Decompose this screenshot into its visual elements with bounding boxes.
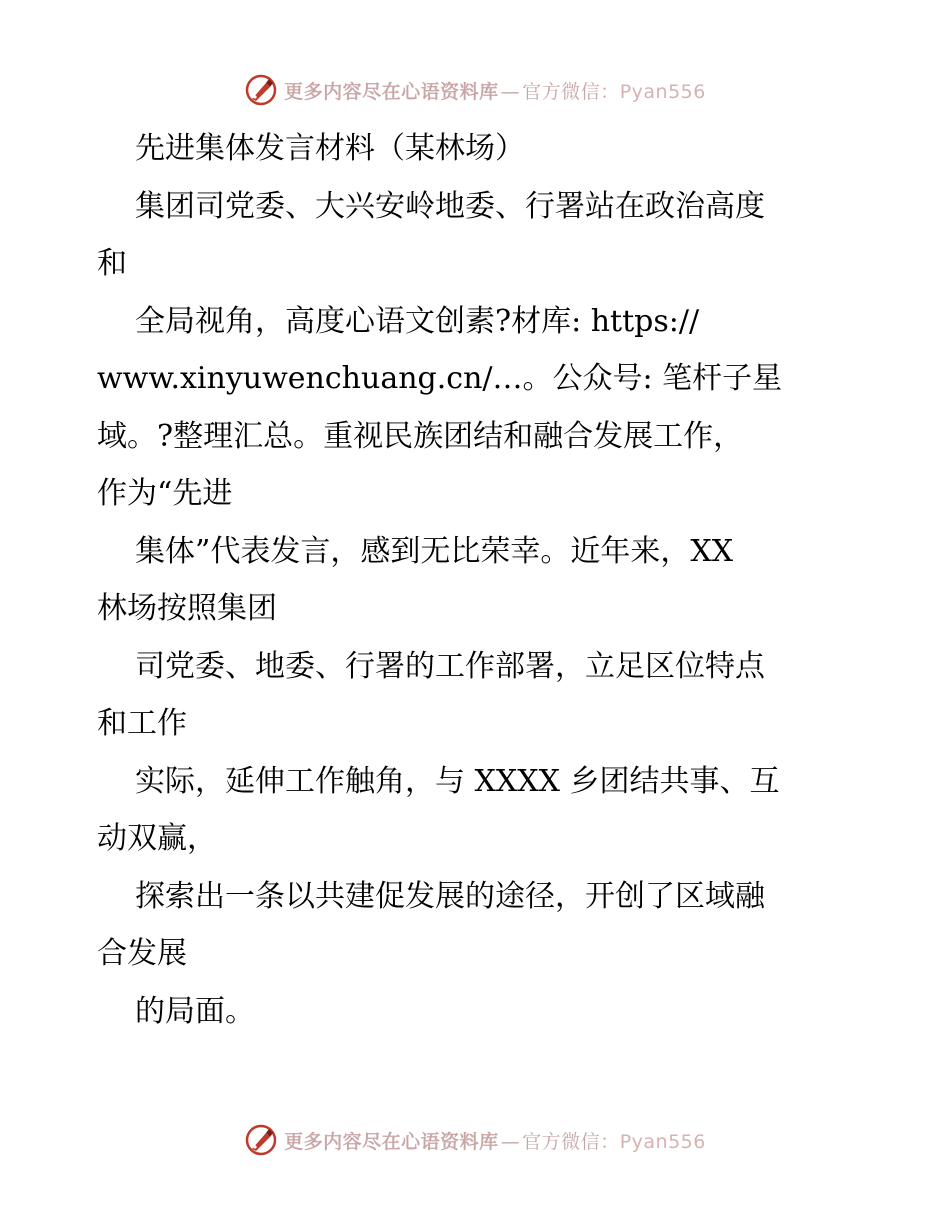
pen-logo-icon — [244, 73, 278, 107]
watermark-separator: — — [500, 1130, 521, 1153]
watermark-group — [244, 73, 706, 107]
document-line: 集体”代表发言，感到无比荣幸。近年来，XX — [135, 533, 734, 569]
document-line: 探索出一条以共建促发展的途径，开创了区域融 — [135, 878, 765, 914]
watermark-site-name: 更多内容尽在心语资料库 — [284, 80, 499, 103]
watermark-brand: Pyan556 — [619, 1130, 706, 1153]
document-line: 动双赢， — [97, 821, 217, 856]
pen-logo-icon — [244, 1123, 278, 1157]
watermark-brand: Pyan556 — [619, 80, 706, 103]
document-line: 域。?整理汇总。重视民族团结和融合发展工作， — [97, 418, 744, 454]
document-line: 林场按照集团 — [97, 591, 277, 626]
watermark-separator: — — [500, 80, 521, 103]
document-line: 司党委、地委、行署的工作部署，立足区位特点 — [135, 648, 765, 684]
document-line: 全局视角，高度心语文创素?材库: https:// — [135, 303, 700, 339]
document-line: 作为“先进 — [97, 476, 233, 511]
watermark-text — [284, 77, 706, 104]
watermark-wechat-label: 官方微信： — [522, 1130, 620, 1153]
document-line: 和 — [97, 246, 127, 281]
document-line: 集团司党委、大兴安岭地委、行署站在政治高度 — [135, 188, 765, 224]
header-watermark-banner — [0, 70, 950, 110]
document-line: 的局面。 — [135, 993, 255, 1029]
footer-watermark-banner — [0, 1120, 950, 1160]
watermark-text — [284, 1127, 706, 1154]
document-line: 先进集体发言材料（某林场） — [135, 131, 525, 166]
watermark-site-name: 更多内容尽在心语资料库 — [284, 1130, 499, 1153]
document-line: 实际，延伸工作触角，与 XXXX 乡团结共事、互 — [135, 763, 780, 799]
document-line: 合发展 — [97, 936, 187, 971]
watermark-group — [244, 1123, 706, 1157]
document-line: 和工作 — [97, 706, 187, 741]
watermark-wechat-label: 官方微信： — [522, 80, 620, 103]
document-body — [97, 120, 857, 1040]
document-line: www.xinyuwenchuang.cn/…。公众号: 笔杆子星 — [97, 361, 783, 396]
